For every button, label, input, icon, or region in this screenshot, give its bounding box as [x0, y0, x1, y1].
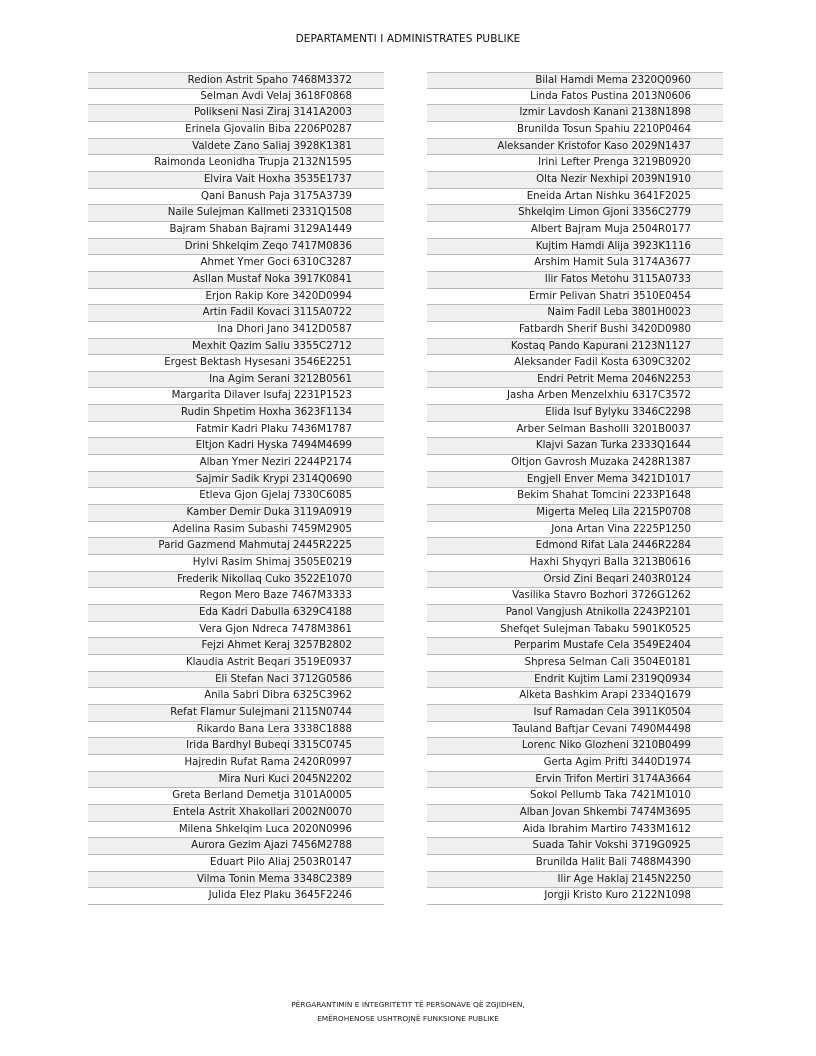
list-item: Rudin Shpetim Hoxha 3623F1134	[88, 405, 384, 422]
list-item: Klaudia Astrit Beqari 3519E0937	[88, 655, 384, 672]
list-item: Ina Agim Serani 3212B0561	[88, 372, 384, 389]
list-item: Jorgji Kristo Kuro 2122N1098	[427, 888, 723, 905]
list-item: Entela Astrit Xhakollari 2002N0070	[88, 805, 384, 822]
list-item: Migerta Meleq Lila 2215P0708	[427, 505, 723, 522]
list-item: Ilir Fatos Metohu 3115A0733	[427, 272, 723, 289]
list-item: Fatmir Kadri Plaku 7436M1787	[88, 422, 384, 439]
page-title: DEPARTAMENTI I ADMINISTRATES PUBLIKE	[295, 33, 521, 45]
footer-line-2: EMËROHENOSE USHTROJNË FUNKSIONE PUBLIKE	[317, 1014, 499, 1023]
list-item: Vasilika Stavro Bozhori 3726G1262	[427, 588, 723, 605]
list-item: Kamber Demir Duka 3119A0919	[88, 505, 384, 522]
list-item: Brunilda Halit Bali 7488M4390	[427, 855, 723, 872]
list-item: Greta Berland Demetja 3101A0005	[88, 788, 384, 805]
list-item: Suada Tahir Vokshi 3719G0925	[427, 838, 723, 855]
list-item: Isuf Ramadan Cela 3911K0504	[427, 705, 723, 722]
list-item: Jasha Arben Menzelxhiu 6317C3572	[427, 388, 723, 405]
list-item: Orsid Zini Beqari 2403R0124	[427, 572, 723, 589]
list-item: Regon Mero Baze 7467M3333	[88, 588, 384, 605]
list-item: Naim Fadil Leba 3801H0023	[427, 305, 723, 322]
list-item: Polikseni Nasi Ziraj 3141A2003	[88, 105, 384, 122]
list-item: Milena Shkelqim Luca 2020N0996	[88, 822, 384, 839]
list-item: Erinela Gjovalin Biba 2206P0287	[88, 122, 384, 139]
list-item: Eda Kadri Dabulla 6329C4188	[88, 605, 384, 622]
list-item: Frederik Nikollaq Cuko 3522E1070	[88, 572, 384, 589]
list-item: Ermir Pelivan Shatri 3510E0454	[427, 289, 723, 306]
list-item: Vera Gjon Ndreca 7478M3861	[88, 622, 384, 639]
list-item: Hylvi Rasim Shimaj 3505E0219	[88, 555, 384, 572]
list-item: Ervin Trifon Mertiri 3174A3664	[427, 772, 723, 789]
list-item: Fejzi Ahmet Keraj 3257B2802	[88, 638, 384, 655]
list-item: Lorenc Niko Glozheni 3210B0499	[427, 738, 723, 755]
list-item: Etleva Gjon Gjelaj 7330C6085	[88, 488, 384, 505]
list-item: Mira Nuri Kuci 2045N2202	[88, 772, 384, 789]
list-item: Eduart Pilo Aliaj 2503R0147	[88, 855, 384, 872]
list-item: Shpresa Selman Cali 3504E0181	[427, 655, 723, 672]
list-item: Aleksander Kristofor Kaso 2029N1437	[427, 139, 723, 156]
list-item: Olta Nezir Nexhipi 2039N1910	[427, 172, 723, 189]
list-item: Kostaq Pando Kapurani 2123N1127	[427, 339, 723, 356]
list-item: Edmond Rifat Lala 2446R2284	[427, 538, 723, 555]
list-item: Anila Sabri Dibra 6325C3962	[88, 688, 384, 705]
list-item: Albert Bajram Muja 2504R0177	[427, 222, 723, 239]
list-item: Refat Flamur Sulejmani 2115N0744	[88, 705, 384, 722]
list-item: Aleksander Fadil Kosta 6309C3202	[427, 355, 723, 372]
list-item: Shkelqim Limon Gjoni 3356C2779	[427, 205, 723, 222]
list-item: Hajredin Rufat Rama 2420R0997	[88, 755, 384, 772]
list-item: Ilir Age Haklaj 2145N2250	[427, 872, 723, 889]
list-item: Julida Elez Plaku 3645F2246	[88, 888, 384, 905]
list-item: Eneida Artan Nishku 3641F2025	[427, 189, 723, 206]
list-item: Erjon Rakip Kore 3420D0994	[88, 289, 384, 306]
list-item: Redion Astrit Spaho 7468M3372	[88, 72, 384, 89]
list-item: Haxhi Shyqyri Balla 3213B0616	[427, 555, 723, 572]
list-item: Irida Bardhyl Bubeqi 3315C0745	[88, 738, 384, 755]
list-item: Alketa Bashkim Arapi 2334Q1679	[427, 688, 723, 705]
list-item: Adelina Rasim Subashi 7459M2905	[88, 522, 384, 539]
list-item: Naile Sulejman Kallmeti 2331Q1508	[88, 205, 384, 222]
list-item: Izmir Lavdosh Kanani 2138N1898	[427, 105, 723, 122]
left-column	[88, 72, 384, 905]
footer	[0, 998, 816, 1026]
list-item: Jona Artan Vina 2225P1250	[427, 522, 723, 539]
list-item: Irini Lefter Prenga 3219B0920	[427, 155, 723, 172]
list-item: Tauland Baftjar Cevani 7490M4498	[427, 722, 723, 739]
list-item: Valdete Zano Saliaj 3928K1381	[88, 139, 384, 156]
list-item: Brunilda Tosun Spahiu 2210P0464	[427, 122, 723, 139]
list-item: Bekim Shahat Tomcini 2233P1648	[427, 488, 723, 505]
list-item: Linda Fatos Pustina 2013N0606	[427, 89, 723, 106]
list-item: Eltjon Kadri Hyska 7494M4699	[88, 438, 384, 455]
right-column	[427, 72, 723, 905]
list-item: Aida Ibrahim Martiro 7433M1612	[427, 822, 723, 839]
list-item: Engjell Enver Mema 3421D1017	[427, 472, 723, 489]
list-item: Ergest Bektash Hysesani 3546E2251	[88, 355, 384, 372]
list-item: Arshim Hamit Sula 3174A3677	[427, 255, 723, 272]
list-item: Qani Banush Paja 3175A3739	[88, 189, 384, 206]
list-item: Parid Gazmend Mahmutaj 2445R2225	[88, 538, 384, 555]
list-item: Alban Ymer Neziri 2244P2174	[88, 455, 384, 472]
list-item: Shefqet Sulejman Tabaku 5901K0525	[427, 622, 723, 639]
list-item: Panol Vangjush Atnikolla 2243P2101	[427, 605, 723, 622]
list-item: Selman Avdi Velaj 3618F0868	[88, 89, 384, 106]
list-item: Kujtim Hamdi Alija 3923K1116	[427, 239, 723, 256]
list-item: Raimonda Leonidha Trupja 2132N1595	[88, 155, 384, 172]
footer-line-1: PËRGARANTIMIN E INTEGRITETIT TË PERSONAVE QË ZGJIDHEN,	[291, 1000, 525, 1009]
list-item: Alban Jovan Shkembi 7474M3695	[427, 805, 723, 822]
list-item: Vilma Tonin Mema 3348C2389	[88, 872, 384, 889]
list-item: Ina Dhori Jano 3412D0587	[88, 322, 384, 339]
list-item: Bajram Shaban Bajrami 3129A1449	[88, 222, 384, 239]
list-item: Ahmet Ymer Goci 6310C3287	[88, 255, 384, 272]
list-item: Rikardo Bana Lera 3338C1888	[88, 722, 384, 739]
list-item: Arber Selman Basholli 3201B0037	[427, 422, 723, 439]
list-item: Sokol Pellumb Taka 7421M1010	[427, 788, 723, 805]
list-item: Sajmir Sadik Krypi 2314Q0690	[88, 472, 384, 489]
list-item: Margarita Dilaver Isufaj 2231P1523	[88, 388, 384, 405]
list-item: Elvira Vait Hoxha 3535E1737	[88, 172, 384, 189]
list-item: Asllan Mustaf Noka 3917K0841	[88, 272, 384, 289]
list-item: Drini Shkelqim Zeqo 7417M0836	[88, 239, 384, 256]
list-item: Aurora Gezim Ajazi 7456M2788	[88, 838, 384, 855]
list-item: Klajvi Sazan Turka 2333Q1644	[427, 438, 723, 455]
list-item: Artin Fadil Kovaci 3115A0722	[88, 305, 384, 322]
list-item: Endri Petrit Mema 2046N2253	[427, 372, 723, 389]
list-item: Eli Stefan Naci 3712G0586	[88, 672, 384, 689]
list-item: Fatbardh Sherif Bushi 3420D0980	[427, 322, 723, 339]
list-item: Gerta Agim Prifti 3440D1974	[427, 755, 723, 772]
list-item: Elida Isuf Bylyku 3346C2298	[427, 405, 723, 422]
list-item: Mexhit Qazim Saliu 3355C2712	[88, 339, 384, 356]
list-item: Perparim Mustafe Cela 3549E2404	[427, 638, 723, 655]
list-item: Bilal Hamdi Mema 2320Q0960	[427, 72, 723, 89]
list-item: Endrit Kujtim Lami 2319Q0934	[427, 672, 723, 689]
list-item: Oltjon Gavrosh Muzaka 2428R1387	[427, 455, 723, 472]
